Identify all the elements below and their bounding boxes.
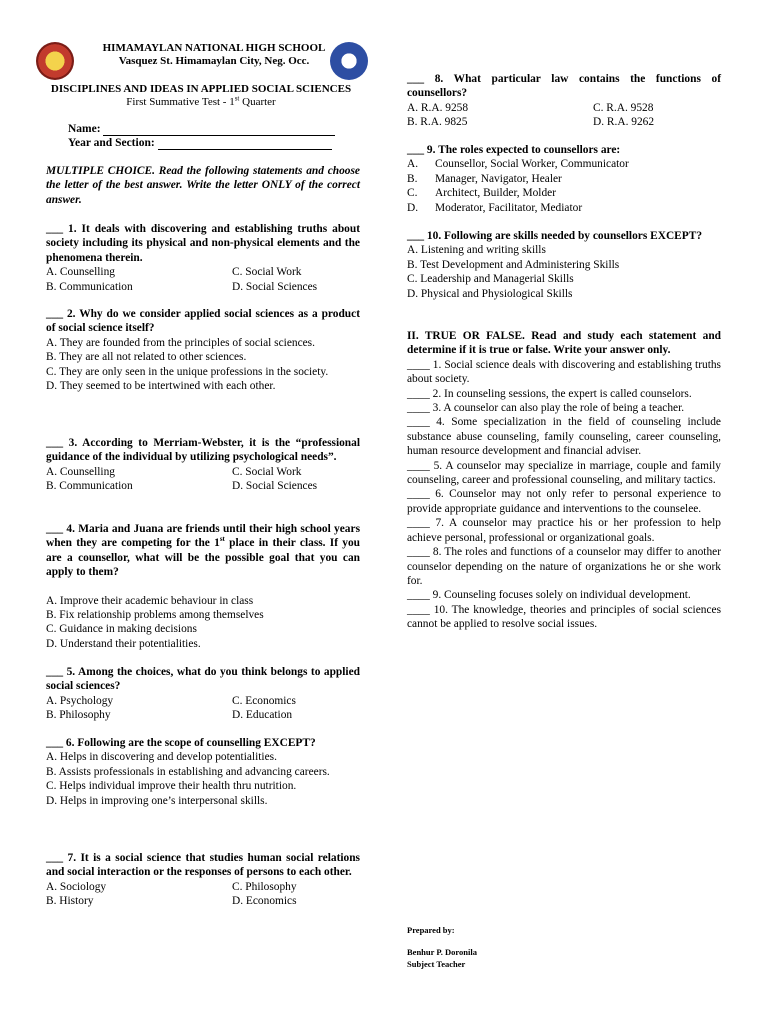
question-8 <box>407 72 721 130</box>
school-address: Vasquez St. Himamaylan City, Neg. Occ. <box>118 55 310 67</box>
option-c[interactable]: C. They are only seen in the unique professions in the society. <box>46 365 329 378</box>
question-stem: ___ 8. What particular law contains the functions of counsellors? <box>407 73 721 100</box>
option-b[interactable]: B. Test Development and Administering Skills <box>407 258 620 271</box>
option-c[interactable]: C. Philosophy <box>232 880 297 893</box>
question-stem: ___ 3. According to Merriam-Webster, it is the “professional guidance of the individual by utilizing psychological needs”. <box>46 437 360 464</box>
option-a-letter: A. <box>407 158 419 171</box>
option-a[interactable]: A. Helps in discovering and develop potentialities. <box>46 751 277 764</box>
name-label: Name: <box>68 123 101 135</box>
deped-seal-logo <box>330 42 368 80</box>
option-d[interactable]: D. Understand their potentialities. <box>46 637 201 650</box>
option-d[interactable]: D. They seemed to be intertwined with each other. <box>46 380 276 393</box>
question-6 <box>46 736 360 808</box>
option-a[interactable]: Counsellor, Social Worker, Communicator <box>435 158 629 171</box>
question-stem: ___ 4. Maria and Juana are friends until their high school years when they are competing for the 1st place in their class. If you are a counsellor, what will be the possible goal that you can apply to them? <box>46 523 360 579</box>
option-b[interactable]: B. History <box>46 895 94 908</box>
option-b[interactable]: B. Communication <box>46 480 133 493</box>
multiple-choice-instructions: MULTIPLE CHOICE. Read the following statements and choose the letter of the best answer. Write the letter ONLY of the correct answer. <box>46 165 360 206</box>
option-c[interactable]: C. Social Work <box>232 465 302 478</box>
question-5 <box>46 665 360 723</box>
question-stem: ___ 9. The roles expected to counsellors are: <box>407 144 621 156</box>
option-d[interactable]: D. Social Sciences <box>232 480 318 493</box>
test-title: First Summative Test - 1st Quarter <box>126 94 276 108</box>
section-label: Year and Section: <box>68 137 155 149</box>
option-a[interactable]: A. R.A. 9258 <box>407 101 469 114</box>
question-3 <box>46 436 360 494</box>
options <box>407 157 721 215</box>
option-b-letter: B. <box>407 172 418 185</box>
option-b[interactable]: B. Assists professionals in establishing and advancing careers. <box>46 765 330 778</box>
question-2 <box>46 307 360 393</box>
option-c[interactable]: C. Economics <box>232 694 296 707</box>
teacher-role: Subject Teacher <box>407 959 466 969</box>
question-7 <box>46 851 360 909</box>
option-a[interactable]: A. Improve their academic behaviour in class <box>46 594 254 607</box>
option-d[interactable]: D. R.A. 9262 <box>593 116 655 129</box>
teacher-name: Benhur P. Doronila <box>407 947 477 957</box>
tf-item-10[interactable]: ____ 10. The knowledge, theories and principles of social sciences cannot be applied to resolve social issues. <box>407 603 721 631</box>
tf-item-3[interactable]: ____ 3. A counselor can also play the role of being a teacher. <box>407 402 685 415</box>
tf-item-4[interactable]: ____ 4. Some specialization in the field of counseling include substance abuse counseling, family counseling, career counseling, human resource development and financial adviser. <box>407 416 721 458</box>
school-name: HIMAMAYLAN NATIONAL HIGH SCHOOL <box>102 42 326 54</box>
option-b[interactable]: Manager, Navigator, Healer <box>435 172 562 185</box>
option-d[interactable]: D. Physical and Physiological Skills <box>407 287 573 300</box>
option-a[interactable]: A. Counselling <box>46 465 115 478</box>
option-b[interactable]: B. R.A. 9825 <box>407 116 468 129</box>
true-false-section <box>407 329 721 632</box>
option-a[interactable]: A. They are founded from the principles of social sciences. <box>46 336 315 349</box>
tf-item-2[interactable]: ____ 2. In counseling sessions, the expert is called counselors. <box>407 387 692 400</box>
prepared-by-block <box>407 924 477 970</box>
tf-item-7[interactable]: ____ 7. A counselor may practice his or her profession to help achieve personal, professional or organizational goals. <box>407 517 721 544</box>
options <box>46 265 360 294</box>
name-field[interactable] <box>68 122 335 136</box>
option-c[interactable]: Architect, Builder, Molder <box>435 187 557 200</box>
option-a[interactable]: A. Counselling <box>46 266 115 279</box>
tf-item-5[interactable]: ____ 5. A counselor may specialize in marriage, couple and family counseling, career and professional counseling, and military tactics. <box>407 459 721 487</box>
tf-item-8[interactable]: ____ 8. The roles and functions of a counselor may differ to another counselor depending on the nature of organizations he or she work for. <box>407 546 721 587</box>
question-stem: ___ 5. Among the choices, what do you think belongs to applied social sciences? <box>46 666 360 693</box>
option-b[interactable]: B. They are all not related to other sciences. <box>46 351 247 364</box>
question-stem: ___ 2. Why do we consider applied social sciences as a product of social science itself? <box>46 308 360 335</box>
question-stem: ___ 10. Following are skills needed by counsellors EXCEPT? <box>407 230 703 242</box>
option-c[interactable]: C. R.A. 9528 <box>593 101 654 114</box>
option-b[interactable]: B. Fix relationship problems among themselves <box>46 609 264 622</box>
question-stem: ___ 7. It is a social science that studies human social relations and social interaction or the responses of persons to each other. <box>46 852 360 879</box>
options <box>46 880 360 909</box>
option-d[interactable]: D. Social Sciences <box>232 280 318 293</box>
option-c[interactable]: C. Guidance in making decisions <box>46 623 197 636</box>
question-9 <box>407 143 721 215</box>
option-d[interactable]: D. Education <box>232 709 293 722</box>
option-c[interactable]: C. Leadership and Managerial Skills <box>407 273 574 286</box>
options <box>46 465 360 494</box>
section-field[interactable] <box>68 136 332 150</box>
tf-item-9[interactable]: ____ 9. Counseling focuses solely on individual development. <box>407 589 691 602</box>
option-a[interactable]: A. Sociology <box>46 880 107 893</box>
option-b[interactable]: B. Philosophy <box>46 709 111 722</box>
option-d[interactable]: Moderator, Facilitator, Mediator <box>435 201 583 214</box>
school-info <box>94 42 334 68</box>
question-1 <box>46 222 360 294</box>
option-b[interactable]: B. Communication <box>46 280 133 293</box>
question-10 <box>407 229 721 301</box>
section-blank[interactable] <box>158 138 332 150</box>
option-a[interactable]: A. Psychology <box>46 694 114 707</box>
question-stem: ___ 6. Following are the scope of counselling EXCEPT? <box>46 737 316 749</box>
option-a[interactable]: A. Listening and writing skills <box>407 244 546 257</box>
prepared-by-label: Prepared by: <box>407 925 455 935</box>
tf-item-6[interactable]: ____ 6. Counselor may not only refer to personal experience to provide appropriate guidance and interventions to the counselee. <box>407 488 721 515</box>
option-c[interactable]: C. Social Work <box>232 266 302 279</box>
option-d[interactable]: D. Helps in improving one’s interpersonal skills. <box>46 794 268 807</box>
document-header <box>36 42 366 182</box>
option-d-letter: D. <box>407 201 419 214</box>
tf-item-1[interactable]: ____ 1. Social science deals with discovering and establishing truths about society. <box>407 358 721 386</box>
true-false-instructions: II. TRUE OR FALSE. Read and study each statement and determine if it is true or false. Write your answer only. <box>407 330 721 357</box>
option-c-letter: C. <box>407 187 418 200</box>
school-seal-logo <box>36 42 74 80</box>
options <box>46 694 360 723</box>
question-4 <box>46 522 360 651</box>
question-stem: ___ 1. It deals with discovering and establishing truths about society including its physical and non-physical elements and the phenomena therein. <box>46 223 360 264</box>
subject-title: DISCIPLINES AND IDEAS IN APPLIED SOCIAL SCIENCES <box>50 83 352 95</box>
name-blank[interactable] <box>103 124 335 136</box>
option-c[interactable]: C. Helps individual improve their health thru nutrition. <box>46 780 297 793</box>
option-d[interactable]: D. Economics <box>232 895 297 908</box>
options <box>407 101 721 130</box>
